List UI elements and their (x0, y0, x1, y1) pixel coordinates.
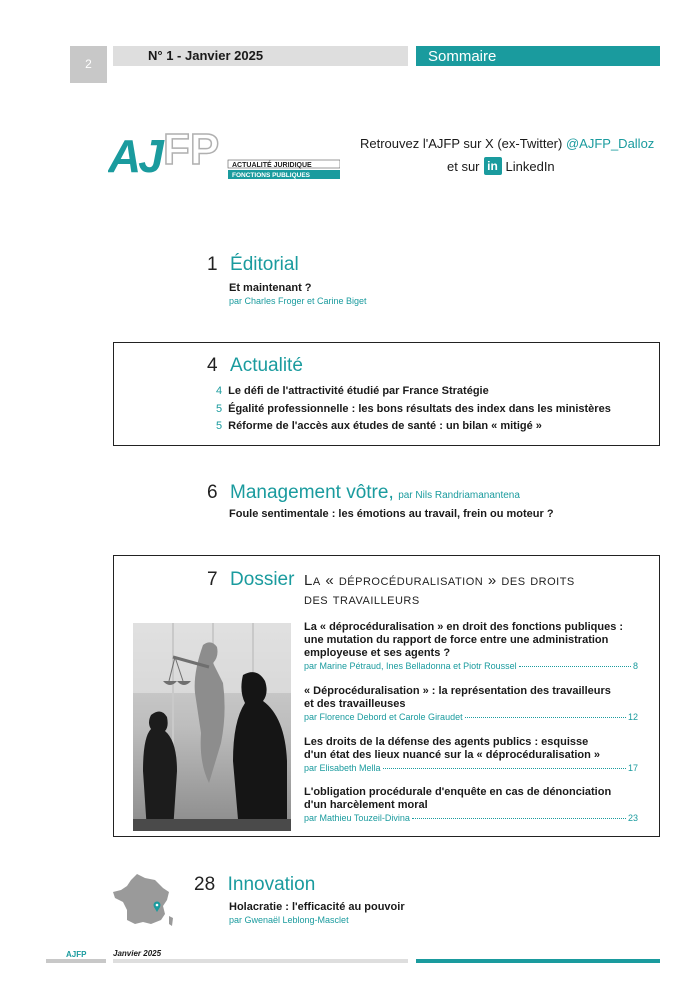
section-title[interactable]: Dossier (230, 569, 295, 590)
management-item[interactable]: Foule sentimentale : les émotions au travail, frein ou moteur ? (229, 508, 554, 520)
france-map-icon (113, 872, 175, 930)
justice-statue-photo (133, 623, 291, 831)
dossier-article[interactable] (304, 786, 638, 823)
leader-dots (519, 666, 631, 667)
article-title-line: d'un état des lieux nuancé sur la « déprocéduralisation » (304, 749, 601, 761)
article-author-row (304, 763, 638, 773)
article-page: 8 (632, 661, 638, 671)
article-author: par Mathieu Touzeil-Divina (304, 813, 410, 823)
article-title-line: employeuse et ses agents ? (304, 647, 451, 659)
section-title[interactable]: Management vôtre, (230, 482, 394, 503)
article-page: 12 (627, 712, 638, 722)
item-page: 4 (216, 385, 223, 397)
section-dossier (207, 569, 294, 591)
page-number: 2 (70, 46, 107, 83)
article-page: 17 (627, 763, 638, 773)
ajfp-logo (108, 130, 340, 182)
dossier-article[interactable] (304, 736, 638, 773)
list-item[interactable] (216, 385, 489, 397)
section-title[interactable]: Éditorial (230, 254, 299, 275)
section-number: 7 (207, 569, 218, 590)
article-title-line: et des travailleuses (304, 698, 406, 710)
section-actualite (207, 355, 303, 377)
section-editorial (207, 254, 299, 276)
list-item[interactable] (216, 403, 611, 415)
innovation-author: par Gwenaël Leblong-Masclet (229, 915, 349, 925)
item-page: 5 (216, 420, 223, 432)
article-title-line: une mutation du rapport de force entre une administration (304, 634, 609, 646)
item-title: Égalité professionnelle : les bons résultats des index dans les ministères (228, 403, 611, 415)
article-title-line: L'obligation procédurale d'enquête en cas de dénonciation (304, 786, 612, 798)
twitter-handle-link[interactable]: @AJFP_Dalloz (565, 136, 655, 151)
svg-text:FP: FP (163, 130, 220, 174)
item-title: Le défi de l'attractivité étudié par France Stratégie (228, 385, 489, 397)
dossier-heading-line2: des travailleurs (304, 591, 420, 608)
footer-bar-middle (113, 959, 408, 963)
article-author: par Marine Pétraud, Ines Belladonna et Piotr Roussel (304, 661, 517, 671)
article-title-line: « Déprocéduralisation » : la représentation des travailleurs (304, 685, 611, 697)
item-title: Réforme de l'accès aux études de santé : un bilan « mitigé » (228, 420, 542, 432)
article-title-line: Les droits de la défense des agents publics : esquisse (304, 736, 589, 748)
article-author-row (304, 712, 638, 722)
editorial-item[interactable]: Et maintenant ? (229, 282, 312, 294)
section-title[interactable]: Actualité (230, 355, 303, 376)
linkedin-icon[interactable]: in (484, 157, 502, 175)
promo-prefix-2: et sur (447, 158, 480, 174)
promo-linkedin (447, 157, 555, 175)
dossier-heading-line1: La « déprocéduralisation » des droits (304, 572, 575, 589)
promo-prefix: Retrouvez l'AJFP sur X (ex-Twitter) (360, 136, 566, 151)
article-author: par Florence Debord et Carole Giraudet (304, 712, 463, 722)
section-number: 1 (207, 254, 218, 275)
management-author: par Nils Randriamanantena (398, 490, 520, 501)
promo-twitter (360, 136, 654, 151)
article-author-row (304, 661, 638, 671)
section-management (207, 482, 520, 504)
section-number: 28 (194, 874, 216, 895)
svg-text:ACTUALITÉ JURIDIQUE: ACTUALITÉ JURIDIQUE (232, 162, 312, 169)
list-item[interactable] (216, 420, 542, 432)
section-number: 4 (207, 355, 218, 376)
section-innovation (194, 874, 315, 896)
section-label: Sommaire (416, 46, 660, 66)
article-title-line: La « déprocéduralisation » en droit des fonctions publiques : (304, 621, 624, 633)
leader-dots (383, 768, 626, 769)
article-title-line: d'un harcèlement moral (304, 799, 428, 811)
editorial-author: par Charles Froger et Carine Biget (229, 296, 367, 306)
svg-text:FONCTIONS PUBLIQUES: FONCTIONS PUBLIQUES (232, 172, 311, 179)
section-title[interactable]: Innovation (227, 874, 316, 895)
article-author: par Elisabeth Mella (304, 763, 381, 773)
linkedin-link[interactable]: LinkedIn (505, 158, 555, 174)
innovation-item[interactable]: Holacratie : l'efficacité au pouvoir (229, 901, 405, 913)
item-page: 5 (216, 403, 223, 415)
leader-dots (465, 717, 626, 718)
footer-journal: AJFP (66, 950, 87, 959)
section-number: 6 (207, 482, 218, 503)
issue-label: N° 1 - Janvier 2025 (113, 46, 408, 66)
svg-text:AJ: AJ (108, 130, 161, 182)
dossier-article[interactable] (304, 621, 638, 671)
footer-date: Janvier 2025 (113, 949, 162, 958)
article-author-row (304, 813, 638, 823)
article-page: 23 (627, 813, 638, 823)
footer-bar-right (416, 959, 660, 963)
footer-bar-left (46, 959, 106, 963)
leader-dots (412, 818, 626, 819)
dossier-article[interactable] (304, 685, 638, 722)
